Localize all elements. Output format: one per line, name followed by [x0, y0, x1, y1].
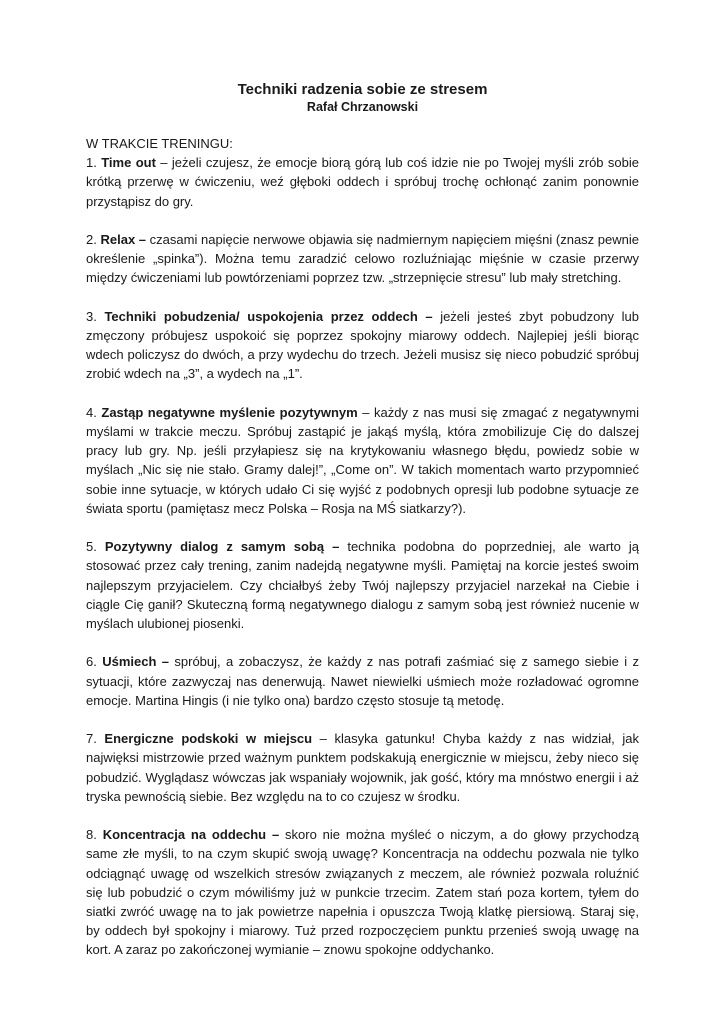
technique-item-7 [86, 729, 639, 806]
item-text: – klasyka gatunku! Chyba każdy z nas widział, jak najwięksi mistrzowie przed ważnym punktem podskakują energicznie w miejscu, żeby nieco się pobudzić. Wyglądasz wówczas jak wspaniały wojownik, jak gość, który ma mnóstwo energii i aż tryska pewnością siebie. Bez względu na to co czujesz w środku. [86, 731, 639, 804]
item-term: Techniki pobudzenia/ uspokojenia przez oddech – [104, 308, 433, 324]
item-number: 3. [86, 308, 97, 324]
item-term: Koncentracja na oddechu – [102, 827, 280, 843]
item-text: spróbuj, a zobaczysz, że każdy z nas potrafi zaśmiać się z samego siebie i z sytuacji, które zazwyczaj nas denerwują. Nawet niewielki uśmiech może rozładować ogromne emocje. Martina Hingis (i nie tylko ona) bardzo często stosuje tą metodę. [86, 654, 639, 708]
document-title: Techniki radzenia sobie ze stresem [237, 81, 488, 98]
item-term: Pozytywny dialog z samym sobą – [104, 539, 340, 555]
item-term: Zastąp negatywne myślenie pozytywnym [101, 404, 358, 420]
technique-item-3 [86, 307, 639, 384]
item-text: – każdy z nas musi się zmagać z negatywnymi myślami w trakcie meczu. Spróbuj zastąpić je jakąś myślą, która zmobilizuje Cię do dalszej pracy lub gry. Np. jeśli przyłapiesz się na krytykowaniu własnego błędu, powiedz sobie w myślach „Nic się nie stało. Gramy dalej!”, „Come on”. W takich momentach warto przypomnieć sobie inne sytuacje, w których udało Ci się wyjść z podobnych opresji lub podobne sytuacje ze świata sportu (pamiętasz mecz Polska – Rosja na MŚ siatkarzy?). [86, 404, 639, 516]
item-number: 5. [86, 539, 97, 555]
item-term: Uśmiech – [102, 654, 170, 670]
item-text: czasami napięcie nerwowe objawia się nadmiernym napięciem mięśni (znasz pewnie określenie „spinka”). Można temu zaradzić celowo rozluźniając mięśnie w czasie przerwy między ćwiczeniami lub powtórzeniami poprzez tzw. „strzepnięcie stresu” lub mały stretching. [86, 232, 639, 286]
item-number: 1. [86, 155, 97, 171]
item-text: jeżeli jesteś zbyt pobudzony lub zmęczony próbujesz uspokoić się poprzez spokojny miarowy oddech. Najlepiej jeśli biorąc wdech policzysz do dwóch, a przy wydechu do trzech. Jeżeli musisz się nieco pobudzić spróbuj zrobić wdech na „3”, a wydech na „1”. [86, 308, 639, 382]
document-author: Rafał Chrzanowski [306, 100, 419, 114]
section-heading: W TRAKCIE TRENINGU: [86, 136, 233, 151]
technique-item-8 [86, 825, 639, 959]
item-number: 8. [86, 827, 97, 843]
technique-item-5 [86, 537, 639, 633]
item-term: Relax – [100, 232, 147, 247]
item-term: Energiczne podskoki w miejscu [104, 731, 313, 747]
technique-item-6 [86, 652, 639, 710]
item-number: 6. [86, 654, 97, 670]
item-number: 2. [86, 232, 97, 247]
item-text: – jeżeli czujesz, że emocje biorą górą lub coś idzie nie po Twojej myśli zrób sobie krótką przerwę w ćwiczeniu, weź głęboki oddech i spróbuj trochę ochłonąć zanim ponownie przystąpisz do gry. [86, 155, 639, 209]
technique-item-2 [86, 230, 639, 288]
document-page [86, 80, 639, 979]
item-number: 4. [86, 404, 97, 420]
technique-item-1 [86, 153, 639, 211]
item-text: technika podobna do poprzedniej, ale warto ją stosować przez cały trening, zanim nadejdą negatywne myśli. Pamiętaj na korcie jesteś swoim najlepszym przyjacielem. Czy chciałbyś żeby Twój najlepszy przyjaciel narzekał na Ciebie i ciągle Cię ganił? Skuteczną formą negatywnego dialogu z samym sobą jest również nucenie w myślach ulubionej piosenki. [86, 539, 640, 632]
item-number: 7. [86, 731, 97, 747]
technique-item-4 [86, 403, 639, 518]
item-term: Time out [101, 155, 156, 171]
item-text: skoro nie można myśleć o niczym, a do głowy przychodzą same złe myśli, to na czym skupić swoją uwagę? Koncentracja na oddechu pozwala nie tylko odciągnąć uwagę od wszelkich stresów związanych z meczem, ale również pozwala roluźnić się lub pobudzić o czym mówiliśmy już w punkcie trzecim. Zatem stań poza kortem, tyłem do siatki zwróć uwagę na to jak powietrze napełnia i opuszcza Twoją klatkę piersiową. Staraj się, by oddech był spokojny i miarowy. Tuż przed rozpoczęciem punktu przenieś swoją uwagę na kort. A zaraz po zakończonej wymianie – znowu spokojne oddychanko. [86, 827, 639, 958]
